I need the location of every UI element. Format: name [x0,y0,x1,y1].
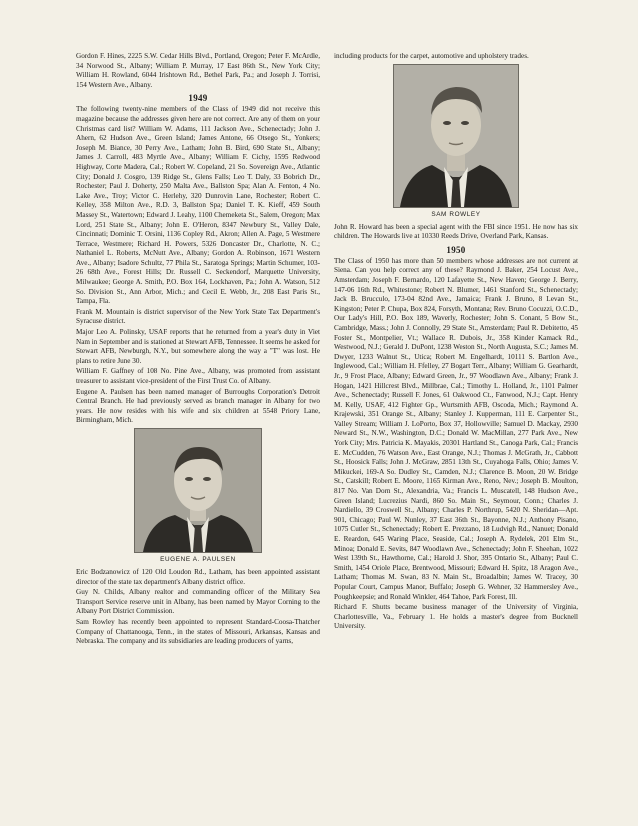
paulsen-photo-block [76,428,320,563]
paragraph-gaffney: William F. Gaffney of 108 No. Pine Ave., Albany, was promoted from assistant treasurer to assistant vice-president of the First Trust Co. of Albany. [76,367,320,385]
paulsen-portrait-photo [134,428,262,553]
paragraph-rowley: Sam Rowley has recently been appointed to represent Standard-Coosa-Thatcher Company of Chattanooga, Tenn., in the states of Missouri, Arkansas, Kansas and Nebraska. The company and its subsidiaries are leading producers of yarns, [76,617,320,646]
paragraph-rowley-continued: including products for the carpet, automotive and upholstery trades. [334,52,529,60]
paulsen-photo-caption: EUGENE A. PAULSEN [160,555,236,563]
rowley-photo-caption: SAM ROWLEY [431,210,481,218]
paragraph-1949-address-list: The following twenty-nine members of the Class of 1949 did not receive this magazine because the addresses given here are not correct. Are any of them on your Christmas card list? William W. Adams, 111 Jackson Ave., Schenectady; John J. Ahern, 62 Hudson Ave., Green Island; James Antone, 66 Otsego St., Yonkers; Joseph M. Biance, 30 Perry Ave., Latham; John B. Bird, 690 State St., Albany; James J. Carroll, 483 Myrtle Ave., Albany; William F. Cichy, 1595 Redwood Highway, Corte Madera, Cal.; Robert W. Copeland, 21 So. Sovereign Ave., Atlantic City; Donald J. Cosgro, 139 Ridge St., Glens Falls; Leo T. Daly, 33 Bobrich Dr., Rochester; Paul J. Doherty, 250 Malta Ave., Ballston Spa; Alan A. Fenton, 4 No. Lake Ave., Troy; Victor C. Herlehy, 320 Dunrovin Lane, Rochester; Robert C. Kelley, 358 Milton Ave., R.D. 3, Ballston Spa; Daniel T. K. Kieff, 459 South Massey St., Watertown; Edward J. Leahy, 1100 Chemeketa St., Salem, Oregon; Max Lord, 251 State St., Albany; John E. O'Heron, 8347 Newbury St., Valley Dale, Cincinnati; Dominic T. Orsini, 1136 Copley Rd., Akron; Allen A. Page, 5 Westmere Terrace, Westmere; Richard H. Powers, 5326 Doncaster Dr., Charlotte, N. C.; Nathaniel L. Roberts, McNutt Ave., Albany; Gordon A. Robinson, 1671 Western Ave., Albany; Isadore Schultz, 77 Phila St., Saratoga Springs; Martin Schumer, 103-26 68th Ave., Forest Hills; Dr. Russell C. Seckendorf, Marquette University, Milwaukee; George A. Smith, P.O. Box 164, Lockhaven, Pa.; John A. Watson, 512 So. Division St., Ann Arbor, Mich.; and Cecil E. Webb, Jr., 208 East Paris St., Tampa, Fla. [76,105,320,306]
paragraph-mountain: Frank M. Mountain is district supervisor of the New York State Tax Department's Syracuse district. [76,307,320,326]
paragraph-bodzanowicz: Eric Bodzanowicz of 120 Old Loudon Rd., Latham, has been appointed assistant director of the state tax department's Albany district office. [76,567,320,586]
paragraph-childs: Guy N. Childs, Albany realtor and commanding officer of the Military Sea Transport Service reserve unit in Albany, has been named by Mayor Corning to the Albany Port District Commission. [76,588,320,616]
paragraph-shutts: Richard F. Shutts became business manager of the University of Virginia, Charlottesville, Va., February 1. He holds a master's degree from Bucknell University. [334,603,578,631]
left-column [76,52,320,648]
paragraph-paulsen: Eugene A. Paulsen has been named manager of Burroughs Corporation's Detroit Central Branch. He had previously served as branch manager in Albany for two years. He now resides with his wife and six children at 5548 Priory Lane, Birmingham, Mich. [76,387,320,425]
paragraph-1950-address-list: The Class of 1950 has more than 50 members whose addresses are not current at Siena. Can you help correct any of these? Raymond J. Baker, 254 Locust Ave., Amsterdam; Joseph F. Bernardo, 120 Lafayette St., New Haven; George J. Berry, 147-06 16th Rd., Whitestone; Robert N. Blumer, 1461 Stanford St., Schenectady; Jack B. Brucculo, 173-04 82nd Ave., Jamaica; Frank J. Bruno, 8 Levan St., Kingston; Peter P. Chupa, Box 824, Forsyth, Montana; Rev. Bruno Cocuzzi, O.C.D., Our Lady's Hill, P.O. Box 189, Waverly, Rochester; John S. Conant, 5 Bow St., Cambridge, Mass.; John J. Connolly, 29 State St., Amsterdam; Paul R. Debitetto, 45 Foster St., Montpelier, Vt.; Wallace R. Dubois, Jr., 358 Kinder Kamack Rd., Westwood, N.J.; Gerald J. DuPont, 1238 Weston St., North Augusta, S.C.; James M. Dwyer, 1233 Walnut St., Utica; Robert M. Engelhardt, 10111 S. Bartlon Ave., Inglewood, Cal.; William H. Ffelley, 27 Bogart Terr., Albany; William G. Gearhardt, Jr., 9 Frost Place, Albany; Edward Green, Jr., 97 Woodlawn Ave., Albany; Frank J. Hogan, 1421 Hillcrest Blvd., Millbrae, Cal.; Timothy L. Holland, Jr., 1101 Palmer Ave., Schenectady; Russell F. Jones, 61 Oakwood Ct., Fanwood, N.J.; Capt. Henry M. Kelly, USAF, 412 Fighter Gp., Wurtsmith AFB, Oscoda, Mich.; Raymond A. Krajewski, 351 Orange St., Albany; Stanley J. Kupperman, 111 E. Carpenter St., Valley Stream; William J. LoPorto, Box 37, Hollowville; Samuel D. Mackay, 2930 Neward St., N.W., Washington, D.C.; Donald W. MacMillan, 277 Park Ave., New York City; Mrs. Patricia K. Mayakis, 20301 Hartland St., Canoga Park, Cal.; Francis E. McCudden, 76 Watson Ave., East Orange, N.J.; Thomas J. McGrath, Jr., Cabbott St., Hoosick Falls; John J. McGraw, 2851 13th St., Cuyahoga Falls, Ohio; James V. Mikuckei, 169-A So. Dudley St., Camden, N.J.; Clarence B. Moon, 20 W. Bridge St., Catskill; Robert E. Moore, 1165 Kirman Ave., Reno, Nev.; Joseph B. Moulton, 817 No. Van Dorn St., Alexandria, Va.; Francis L. Muscatell, 148 Hudson Ave., Green Island; Lucrezius Nardi, 860 So. Main St., Seymour, Conn.; Charles J. Nardiello, 39 Croswell St., Albany; Charles P. Northrup, 5420 N. Sheridan—Apt. 901, Chicago; Paul W. Nunley, 37 East 36th St., Bayonne, N.J.; Anthony Pisano, 1075 Cutler St., Schenectady; Robert E. Prezzano, 18 Ludvigh Rd., Nanuet; Donald E. Reardon, 645 Waring Place, Seaside, Cal.; Joseph A. Rydelek, 201 Elm St., Minoa; Donald E. Sevits, 847 Woodlawn Ave., Schenectady; John F. Sheehan, 1022 West 139th St., Hawthorne, Cal.; Harold J. Shor, 395 Ontario St., Albany; Paul C. Smith, 1454 Oriole Place, Brentwood, Missouri; Edward H. Spitz, 18 Aragon Ave., Latham; Thomas M. Swan, 83 N. Main St., Broadalbin; James W. Tracey, 30 Popular Court, Campus Manor, Buffalo; Joseph G. Wehner, 32 Hammersley Ave., Poughkeepsie; and Ronald Winkler, 464 Tahoe, Park Forest, Ill. [334,256,578,601]
rowley-portrait-photo [393,64,519,208]
paragraph-howard: John R. Howard has been a special agent with the FBI since 1951. He now has six children. The Howards live at 10330 Reeds Drive, Overland Park, Kansas. [334,222,578,241]
class-1950-heading: 1950 [446,244,466,255]
right-column [334,52,578,633]
paragraph-class-notes-1948-end: Gordon F. Hines, 2225 S.W. Cedar Hills Blvd., Portland, Oregon; Peter F. McArdle, 34 Norwood St., Albany; William P. Murray, 17 East 86th St., New York City; William H. Rowland, 6044 Irishtown Rd., Bethel Park, Pa.; and Joseph J. Torrisi, 154 Western Ave., Albany. [76,52,320,89]
paragraph-polinsky: Major Leo A. Polinsky, USAF reports that he returned from a year's duty in Viet Nam in September and is stationed at Stewart AFB, Tennessee. It seems he asked for Stewart AFB, Newburgh, N.Y., but somewhere along the way a "T" was lost. He plans to retire June 30. [76,328,320,365]
rowley-photo-block [334,64,578,218]
class-1949-heading: 1949 [188,93,208,104]
